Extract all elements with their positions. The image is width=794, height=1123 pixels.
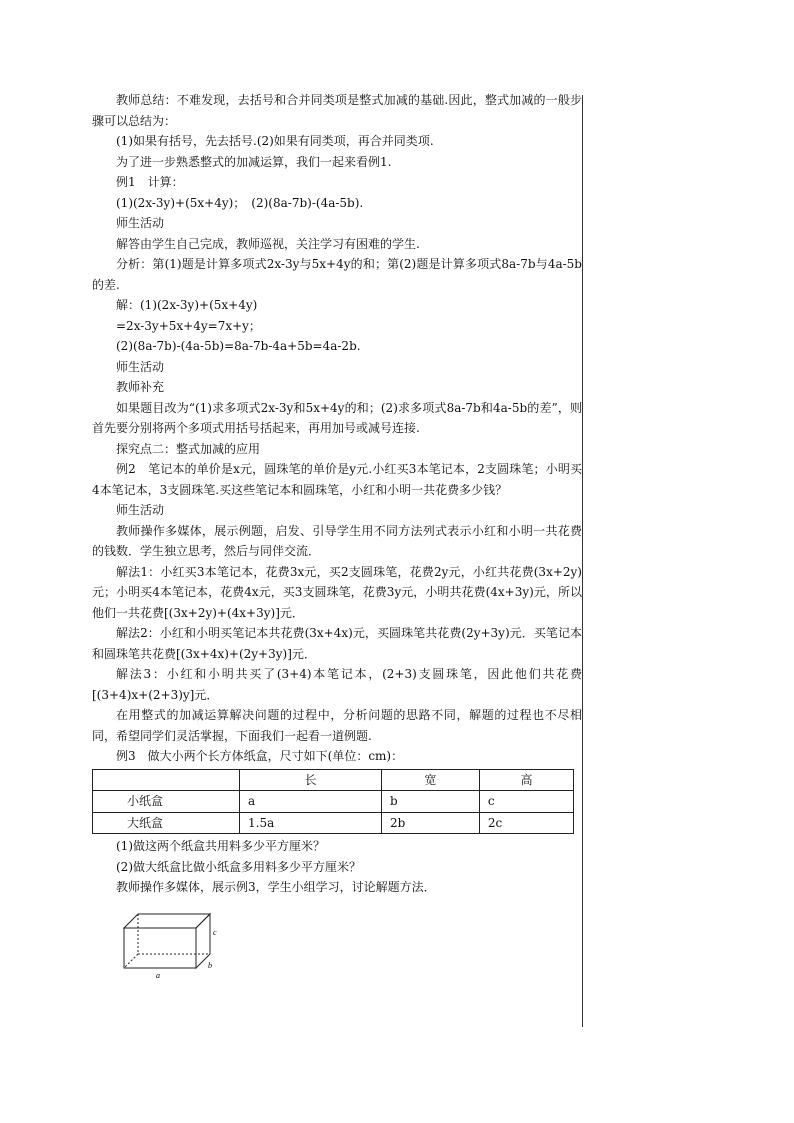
solution-part-2: (2)(8a-7b)-(4a-5b)=8a-7b-4a+5b=4a-2b. [116,339,361,353]
figure-label-a: a [156,970,160,980]
example-1-items: (1)(2x-3y)+(5x+4y)； (2)(8a-7b)-(4a-5b). [116,195,364,210]
method-2-text: 解法2：小红和小明买笔记本共花费(3x+4x)元，买圆珠笔共花费(2y+3y)元．买笔记本和圆珠笔共花费[(3x+4x)+(2y+3y)]元． [92,626,582,661]
cuboid-front-face [124,928,196,968]
method-1-text: 解法1：小红买3本笔记本，花费3x元，买2支圆珠笔，花费2y元，小红共花费(3x+2y)元；小明买4本笔记本，花费4x元，买3支圆珠笔，花费3y元，小明共花费(4x+3y)元，所以他们一共花费[(3x+2y)+(4x+3y)]元． [92,564,582,620]
table-row-label: 小纸盒 [93,791,240,813]
table-cell: b [381,791,479,813]
table-header-cell [93,769,240,791]
table-cell: 1.5a [240,812,382,834]
figure-label-c: c [213,927,217,937]
table-cell: a [240,791,382,813]
box-dimensions-table [92,769,574,835]
solution-step: =2x-3y+5x+4y=7x+y； [116,318,261,333]
table-row [93,791,574,813]
activity-description-1: 解答由学生自己完成，教师巡视，关注学习有困难的学生. [116,236,420,251]
table-row-label: 大纸盒 [93,812,240,834]
example-3-teacher-text: 教师操作多媒体，展示例3，学生小组学习，讨论解题方法． [116,880,436,894]
example-2-text: 例2 笔记本的单价是x元，圆珠笔的单价是y元.小红买3本笔记本，2支圆珠笔；小明买4本笔记本，3支圆珠笔.买这些笔记本和圆珠笔，小红和小明一共花费多少钱？ [92,462,582,497]
transition-paragraph: 在用整式的加减运算解决问题的过程中，分析问题的思路不同，解题的过程也不尽相同，希望同学们灵活掌握，下面我们一起看一道例题. [92,708,582,743]
table-header-row [93,769,574,791]
cuboid-hidden-edges [124,914,210,968]
activity-heading-2: 师生活动 [116,359,165,374]
example-1-title: 例1 计算： [116,175,184,189]
table-cell: c [479,791,573,813]
table-header-cell: 宽 [381,769,479,791]
cuboid-top-face [124,914,210,928]
table-header-cell: 长 [240,769,382,791]
activity-heading-1: 师生活动 [116,216,165,230]
teacher-supplement-text: 如果题目改为“(1)求多项式2x-3y和5x+4y的和；(2)求多项式8a-7b和4a-5b的差”，则首先要分别将两个多项式用括号括起来，再用加号或减号连接. [92,400,582,435]
analysis-paragraph: 分析：第(1)题是计算多项式2x-3y与5x+4y的和；第(2)题是计算多项式8a-7b与4a-5b的差. [92,257,582,292]
question-2: (2)做大纸盒比做小纸盒多用料多少平方厘米？ [116,859,361,874]
margin-rule [582,95,583,1027]
example-3-title: 例3 做大小两个长方体纸盒，尺寸如下(单位：cm)： [116,749,404,763]
teacher-supplement-heading: 教师补充 [116,380,165,394]
figure-label-b: b [208,960,212,970]
document-body [92,90,582,986]
table-header-cell: 高 [479,769,573,791]
explore-point-2: 探究点二：整式加减的应用 [116,441,261,456]
cuboid-figure [120,910,220,980]
summary-paragraph: 教师总结：不难发现，去括号和合并同类项是整式加减的基础.因此，整式加减的一般步骤可以总结为： [92,93,582,128]
solution-head: 解：(1)(2x-3y)+(5x+4y) [116,298,258,312]
example-2-teacher-text: 教师操作多媒体，展示例题，启发、引导学生用不同方法列式表示小红和小明一共花费的钱数．学生独立思考，然后与同伴交流． [92,523,582,558]
table-cell: 2c [479,812,573,834]
question-1: (1)做这两个纸盒共用料多少平方厘米？ [116,839,325,853]
table-row [93,812,574,834]
table-cell: 2b [381,812,479,834]
summary-steps: (1)如果有括号，先去括号.(2)如果有同类项，再合并同类项. [116,134,434,148]
intro-example-1: 为了进一步熟悉整式的加减运算，我们一起来看例1. [116,154,392,169]
activity-heading-3: 师生活动 [116,503,165,517]
method-3-text: 解法3：小红和小明共买了(3+4)本笔记本，(2+3)支圆珠笔，因此他们共花费[(3+4)x+(2+3)y]元． [92,667,582,702]
cuboid-side-face [196,914,210,968]
